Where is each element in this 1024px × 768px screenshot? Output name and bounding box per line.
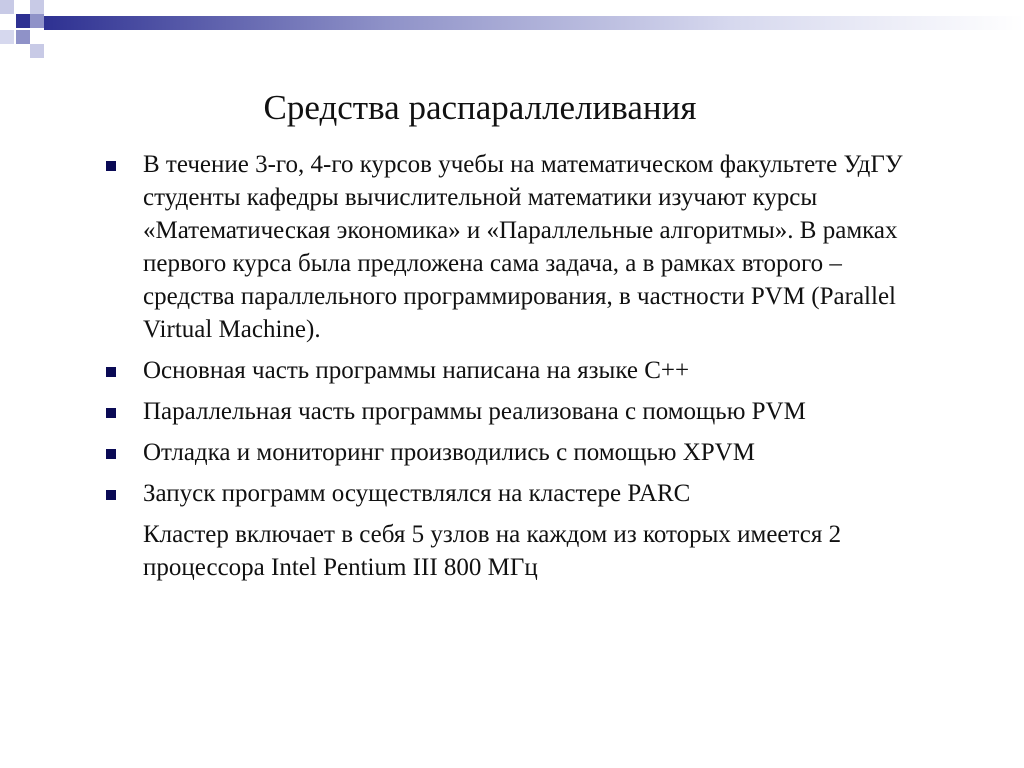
list-item-text: В течение 3-го, 4-го курсов учебы на математическом факультете УдГУ студенты кафедры вычислительной математики изучают курсы «Математическая экономика» и «Параллельные алгоритмы». В рамках первого курса была предложена сама задача, а в рамках второго – средства параллельного программирования, в частности PVM (Parallel Virtual Machine). xyxy=(143,151,903,343)
decoration-square xyxy=(16,30,30,44)
list-item-text: Запуск программ осуществлялся на кластере PARC xyxy=(143,480,691,507)
slide-content xyxy=(103,148,923,592)
decoration-square xyxy=(0,0,14,14)
square-bullet-icon xyxy=(106,490,116,500)
header-gradient-bar xyxy=(44,16,1024,30)
header-decoration xyxy=(0,0,1024,60)
list-item xyxy=(103,354,923,387)
list-item xyxy=(103,477,923,510)
square-bullet-icon xyxy=(106,408,116,418)
list-item xyxy=(103,395,923,428)
list-item xyxy=(103,436,923,469)
slide-title: Средства распараллеливания xyxy=(263,88,697,127)
list-item xyxy=(103,148,923,346)
list-item-text: Параллельная часть программы реализована с помощью PVM xyxy=(143,398,806,425)
decoration-square xyxy=(30,14,44,28)
square-bullet-icon xyxy=(106,367,116,377)
list-item-text: Отладка и мониторинг производились с помощью XPVM xyxy=(143,439,755,466)
square-bullet-icon xyxy=(106,161,116,171)
list-item xyxy=(103,518,923,584)
decoration-square xyxy=(30,44,44,58)
decoration-square xyxy=(30,0,44,14)
square-bullet-icon xyxy=(106,449,116,459)
list-item-text: Кластер включает в себя 5 узлов на каждом из которых имеется 2 процессора Intel Pentium III 800 МГц xyxy=(143,521,842,581)
decoration-square xyxy=(16,14,30,28)
list-item-text: Основная часть программы написана на языке С++ xyxy=(143,357,690,384)
bullet-list xyxy=(103,148,923,584)
decoration-square xyxy=(0,30,14,44)
